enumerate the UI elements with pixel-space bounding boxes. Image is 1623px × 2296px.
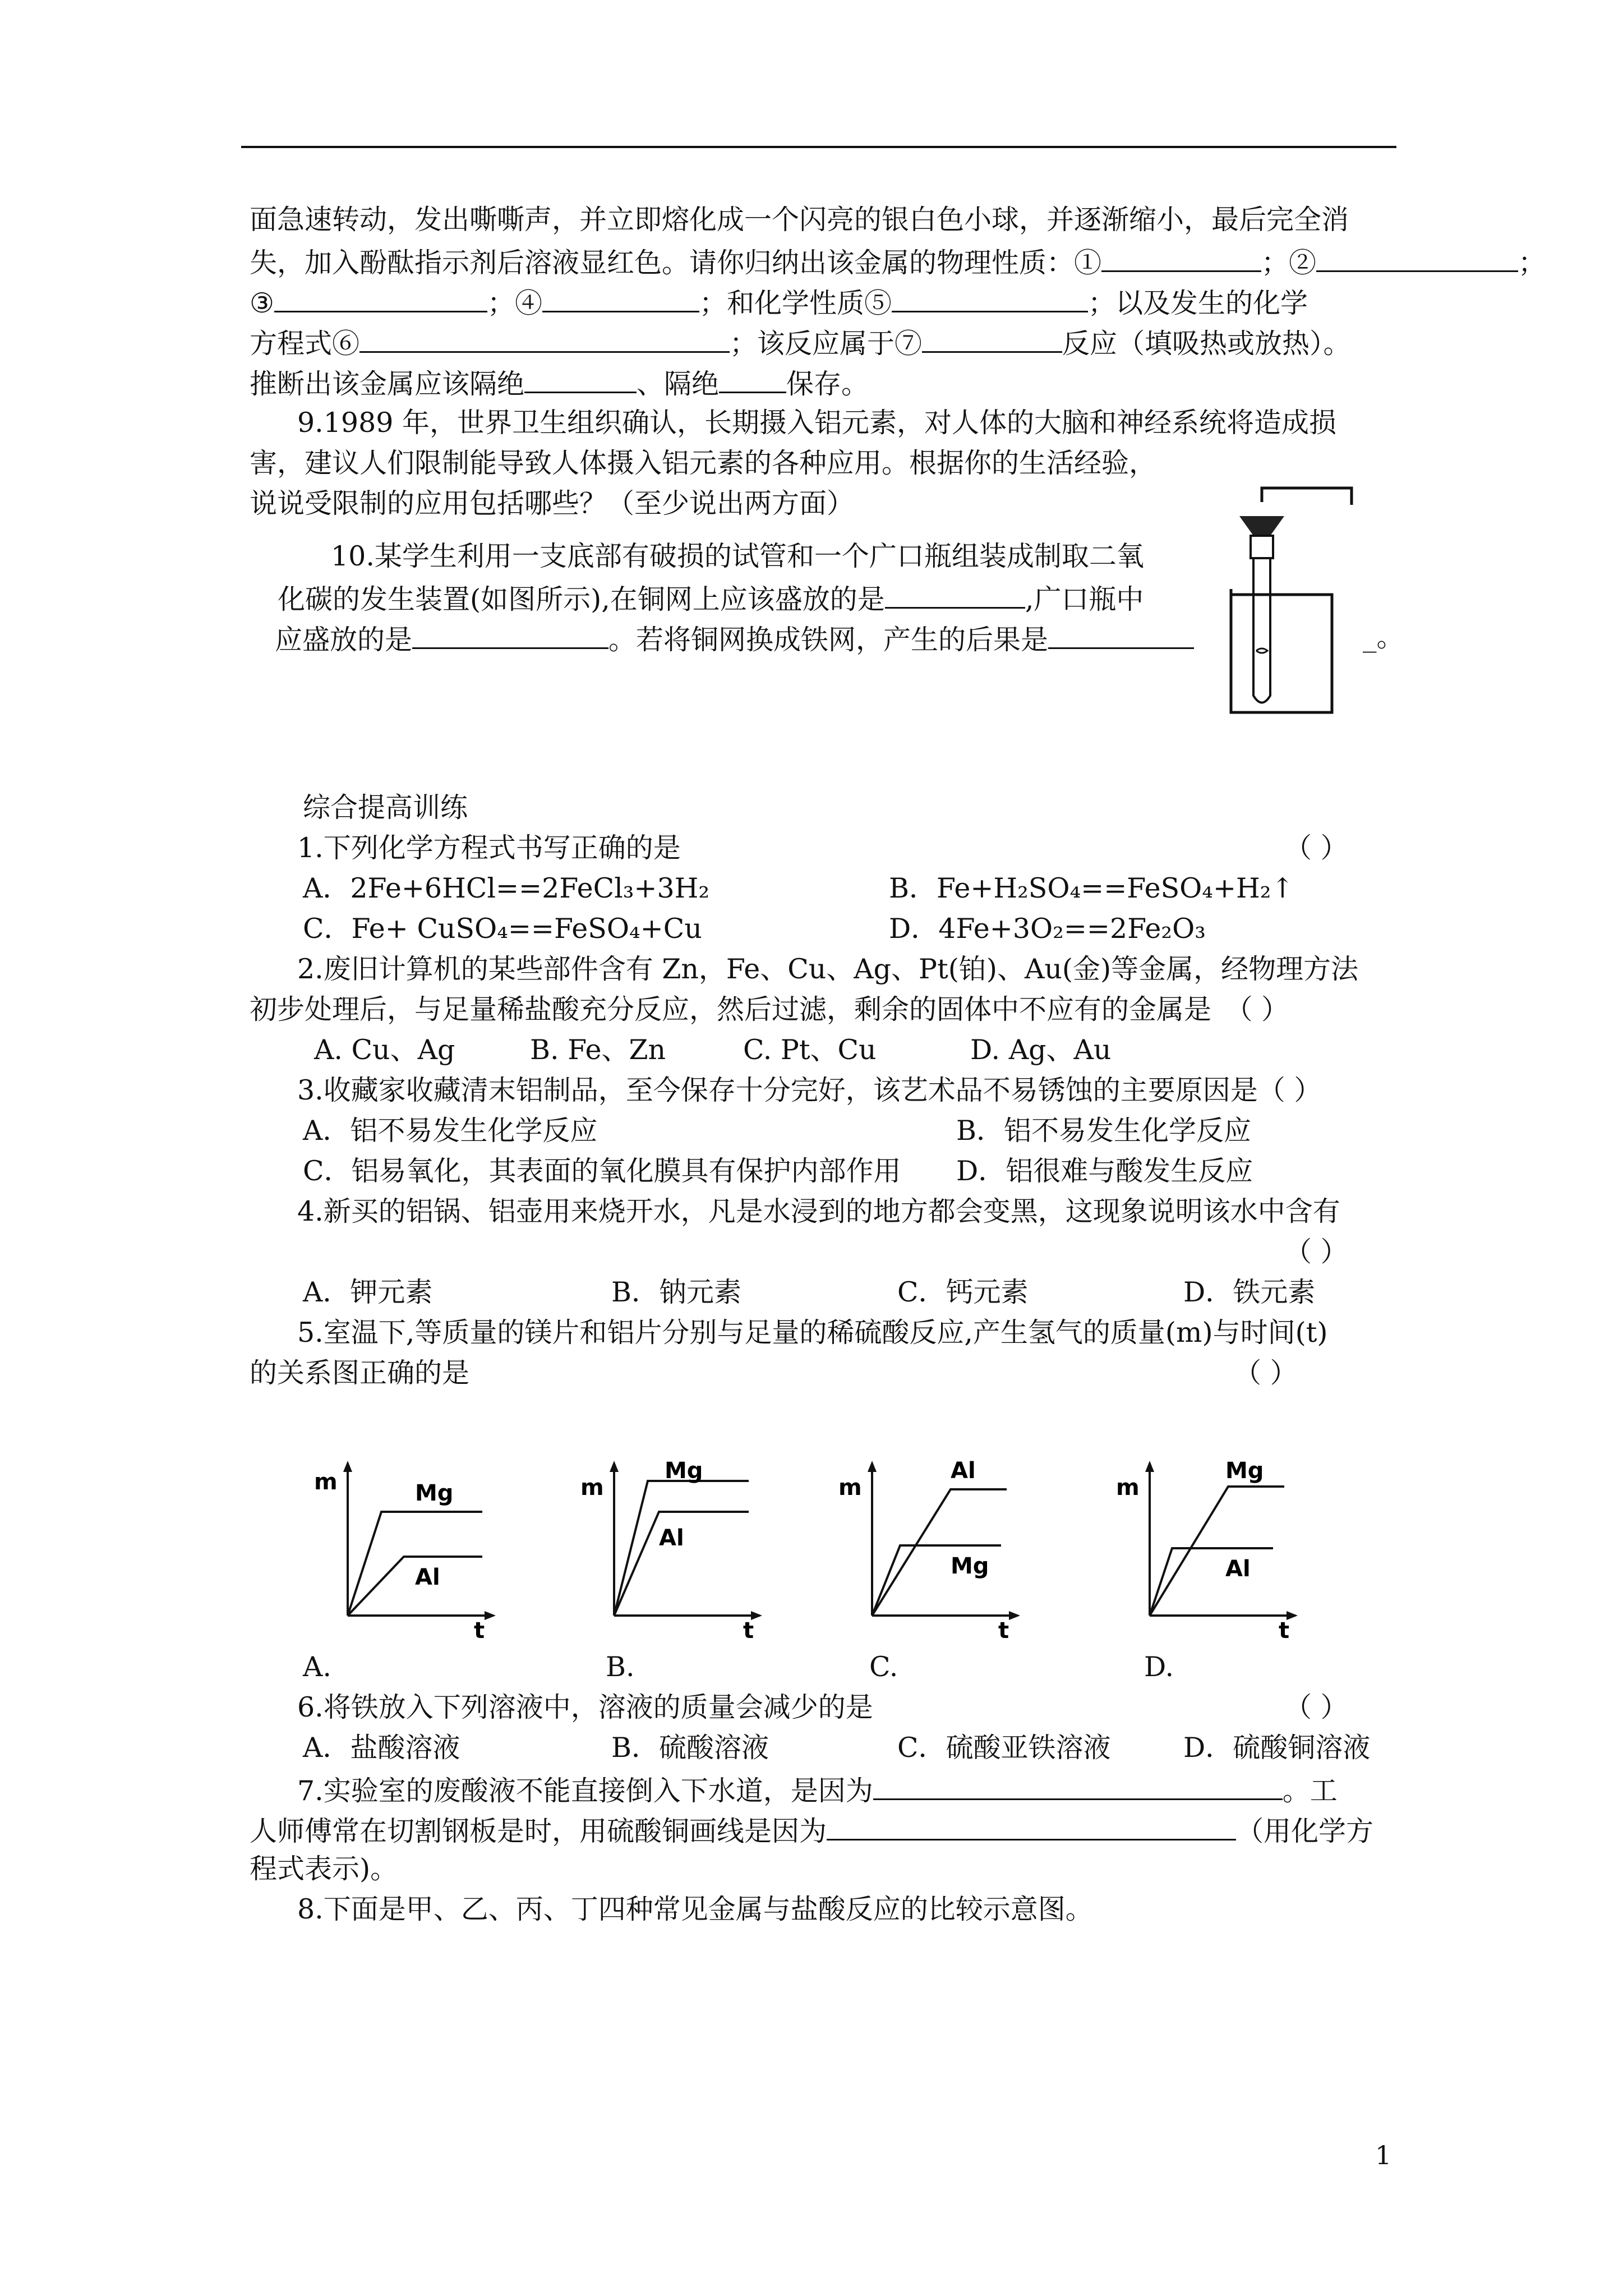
answer-blank-10[interactable] (885, 579, 1025, 609)
s3-option-b[interactable]: B．铝不易发生化学反应 (956, 1115, 1252, 1147)
s5-option-b[interactable]: B. (606, 1651, 635, 1683)
intro-text: 失，加入酚酞指示剂后溶液显红色。请你归纳出该金属的物理性质：① (250, 247, 1102, 279)
s3-option-a[interactable]: A．铝不易发生化学反应 (303, 1115, 598, 1147)
s2-option-b[interactable]: B. Fe、Zn (530, 1034, 666, 1066)
s7-line-3: 程式表示)。 (250, 1853, 398, 1885)
s3-option-d[interactable]: D．铝很难与酸发生反应 (956, 1155, 1253, 1187)
s2-option-a[interactable]: A. Cu、Ag (314, 1034, 455, 1066)
q10-line-3-end: _。 (1363, 621, 1404, 653)
s4-option-c[interactable]: C．钙元素 (897, 1276, 1029, 1308)
answer-blank-13[interactable] (873, 1770, 1283, 1800)
s1-option-c[interactable]: C．Fe+ CuSO₄==FeSO₄+Cu (303, 913, 702, 945)
graph-b (580, 1453, 766, 1638)
section-title: 综合提高训练 (303, 792, 468, 823)
s7-text: 人师傅常在切割钢板是时，用硫酸铜画线是因为 (250, 1815, 827, 1847)
s1-stem: 1.下列化学方程式书写正确的是 (297, 832, 681, 864)
intro-line-5 (250, 364, 869, 402)
answer-paren[interactable]: （ ） (1284, 1236, 1348, 1268)
intro-text: ；和化学性质⑤ (699, 287, 892, 319)
s2-line-1: 2.废旧计算机的某些部件含有 Zn，Fe、Cu、Ag、Pt(铂)、Au(金)等金属，经物理方法 (297, 953, 1359, 985)
answer-paren[interactable]: （ ） (1234, 1357, 1298, 1389)
graph-x-label: t (998, 1618, 1009, 1638)
intro-text: 保存。 (786, 368, 869, 400)
s1-option-a[interactable]: A．2Fe+6HCl==2FeCl₃+3H₂ (303, 872, 710, 904)
intro-text: ；以及发生的化学 (1087, 287, 1308, 319)
intro-text: 反应（填吸热或放热）。 (1062, 328, 1351, 360)
intro-text: ；② (1261, 247, 1317, 279)
s7-text: 。工 (1282, 1775, 1338, 1807)
answer-blank-5[interactable] (892, 283, 1088, 312)
q10-line-2 (278, 579, 1144, 618)
s5-option-a[interactable]: A. (303, 1651, 331, 1683)
graph-line-label: Al (659, 1525, 684, 1551)
graph-y-label: m (580, 1475, 604, 1501)
s3-option-c[interactable]: C．铝易氧化，其表面的氧化膜具有保护内部作用 (303, 1155, 901, 1187)
s4-option-b[interactable]: B．钠元素 (611, 1276, 742, 1308)
graph-x-label: t (743, 1618, 754, 1638)
graph-line-label: Mg (415, 1480, 454, 1506)
intro-line-2 (250, 242, 1546, 281)
intro-text: ；④ (487, 287, 542, 319)
s1-option-b[interactable]: B．Fe+H₂SO₄==FeSO₄+H₂↑ (889, 872, 1294, 904)
graph-c (838, 1453, 1023, 1638)
graph-x-label: t (1279, 1618, 1290, 1638)
s3-stem: 3.收藏家收藏清末铝制品，至今保存十分完好，该艺术品不易锈蚀的主要原因是（ ） (297, 1074, 1322, 1106)
s2-option-c[interactable]: C. Pt、Cu (743, 1034, 877, 1066)
s5-option-d[interactable]: D. (1144, 1651, 1174, 1683)
s2-option-d[interactable]: D. Ag、Au (970, 1034, 1112, 1066)
s4-stem: 4.新买的铝锅、铝壶用来烧开水，凡是水浸到的地方都会变黑，这现象说明该水中含有 (297, 1195, 1340, 1227)
answer-blank-8[interactable] (524, 364, 637, 393)
intro-text: ； (1518, 247, 1546, 279)
intro-text: 方程式⑥ (250, 328, 360, 360)
answer-blank-9[interactable] (719, 364, 786, 393)
answer-blank-2[interactable] (1316, 242, 1518, 272)
answer-blank-4[interactable] (542, 283, 699, 312)
s6-option-b[interactable]: B．硫酸溶液 (611, 1732, 769, 1764)
s5-line-2: 的关系图正确的是 (250, 1357, 470, 1389)
q9-line-2: 害，建议人们限制能导致人体摄入铝元素的各种应用。根据你的生活经验， (250, 447, 1157, 479)
header-rule (241, 146, 1396, 148)
s4-option-a[interactable]: A．钾元素 (303, 1276, 433, 1308)
s6-stem: 6.将铁放入下列溶液中，溶液的质量会减少的是 (297, 1691, 873, 1723)
s5-line-1: 5.室温下,等质量的镁片和铝片分别与足量的稀硫酸反应,产生氢气的质量(m)与时间(t) (297, 1317, 1328, 1349)
s6-option-d[interactable]: D．硫酸铜溶液 (1183, 1732, 1371, 1764)
graph-line-label: Mg (665, 1458, 703, 1484)
answer-blank-12[interactable] (1048, 619, 1194, 649)
graph-y-label: m (314, 1469, 338, 1495)
answer-blank-6[interactable] (359, 323, 730, 353)
q9-line-3: 说说受限制的应用包括哪些？（至少说出两方面） (250, 487, 855, 519)
s7-text: 7.实验室的废酸液不能直接倒入下水道，是因为 (297, 1775, 873, 1807)
answer-blank-11[interactable] (412, 619, 608, 649)
s6-option-c[interactable]: C．硫酸亚铁溶液 (897, 1732, 1111, 1764)
graph-line-label: Al (415, 1565, 440, 1590)
page-number: 1 (1375, 2140, 1392, 2170)
intro-text: 推断出该金属应该隔绝 (250, 368, 525, 400)
answer-paren[interactable]: （ ） (1284, 1691, 1348, 1723)
graph-line-label: Al (951, 1458, 976, 1484)
graph-d (1116, 1453, 1301, 1638)
s1-option-d[interactable]: D．4Fe+3O₂==2Fe₂O₃ (889, 913, 1206, 945)
intro-text: ③ (250, 287, 274, 319)
q10-line-3 (275, 619, 1194, 658)
answer-blank-7[interactable] (922, 323, 1062, 353)
intro-text: 、隔绝 (637, 368, 720, 400)
s7-text: （用化学方 (1236, 1815, 1374, 1847)
q10-text: 应盛放的是 (275, 624, 413, 656)
s7-line-1 (297, 1770, 1338, 1809)
s6-option-a[interactable]: A．盐酸溶液 (303, 1732, 460, 1764)
s2-line-2: 初步处理后，与足量稀盐酸充分反应，然后过滤，剩余的固体中不应有的金属是 （ ） (250, 993, 1289, 1025)
intro-line-4 (250, 323, 1351, 362)
graph-a (314, 1453, 499, 1638)
q10-text: 。若将铜网换成铁网，产生的后果是 (608, 624, 1049, 656)
answer-blank-3[interactable] (274, 283, 487, 312)
gas-generator-apparatus-figure (1228, 482, 1396, 718)
q9-line-1: 9.1989 年，世界卫生组织确认，长期摄入铝元素，对人体的大脑和神经系统将造成损 (297, 407, 1337, 439)
graph-x-label: t (474, 1618, 485, 1638)
answer-blank-1[interactable] (1101, 242, 1261, 272)
q10-text: 化碳的发生装置(如图所示),在铜网上应该盛放的是 (278, 583, 885, 615)
s5-option-c[interactable]: C. (869, 1651, 898, 1683)
graph-line-label: Mg (951, 1553, 989, 1579)
answer-blank-14[interactable] (827, 1811, 1236, 1841)
answer-paren[interactable]: （ ） (1284, 832, 1348, 864)
s4-option-d[interactable]: D．铁元素 (1183, 1276, 1316, 1308)
intro-text: ；该反应属于⑦ (730, 328, 923, 360)
intro-line-1: 面急速转动，发出嘶嘶声，并立即熔化成一个闪亮的银白色小球，并逐渐缩小，最后完全消 (250, 204, 1349, 236)
graph-line-label: Mg (1225, 1458, 1264, 1484)
graph-y-label: m (1116, 1475, 1140, 1501)
s7-line-2 (250, 1811, 1373, 1849)
s8-stem: 8.下面是甲、乙、丙、丁四种常见金属与盐酸反应的比较示意图。 (297, 1893, 1093, 1925)
q10-text: ,广口瓶中 (1025, 583, 1144, 615)
intro-line-3 (250, 283, 1308, 321)
q10-line-1: 10.某学生利用一支底部有破损的试管和一个广口瓶组装成制取二氧 (331, 540, 1144, 572)
graph-line-label: Al (1225, 1556, 1251, 1582)
graph-y-label: m (838, 1475, 862, 1501)
